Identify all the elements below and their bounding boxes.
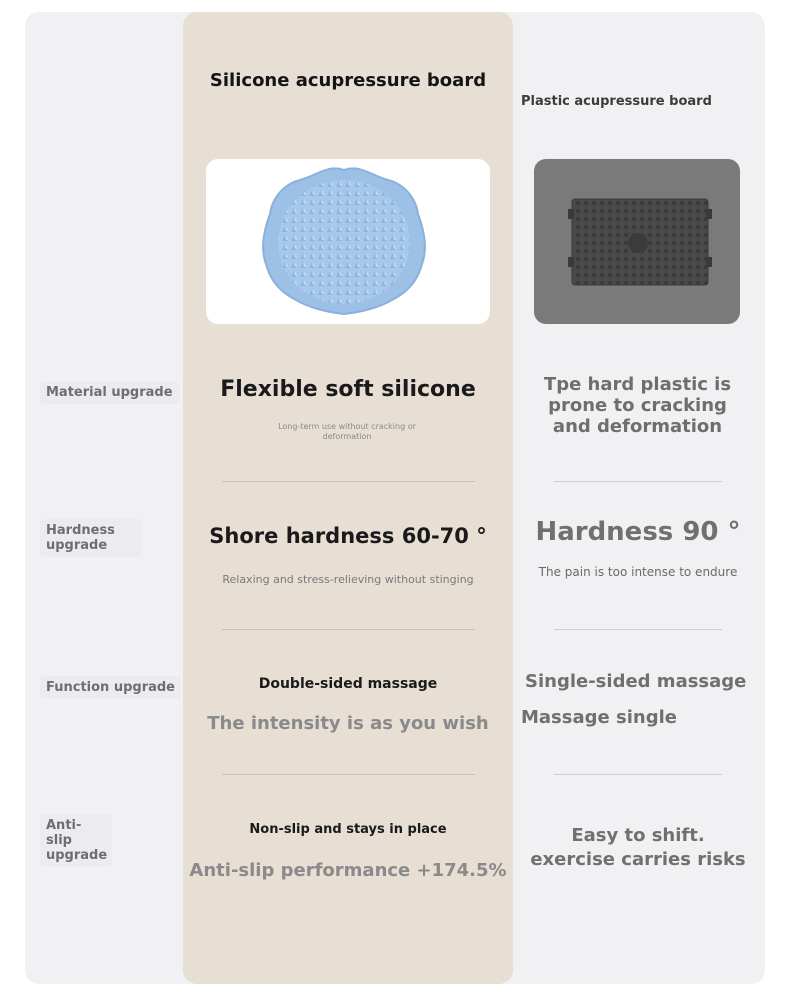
row-label-function: Function upgrade: [40, 676, 181, 699]
divider: [554, 481, 722, 482]
silicone-column: [183, 12, 513, 984]
divider: [222, 481, 475, 482]
silicone-hardness-main: Shore hardness 60-70 °: [209, 524, 487, 548]
silicone-hardness-sub: Relaxing and stress-relieving without stinging: [222, 573, 474, 586]
silicone-material-main: Flexible soft silicone: [220, 377, 476, 402]
divider: [554, 774, 722, 775]
silicone-material-sub: Long-term use without cracking or deformation: [278, 422, 416, 441]
plastic-mat-icon: [534, 159, 740, 324]
plastic-hardness-main: Hardness 90 °: [535, 517, 741, 547]
plastic-function-sub: Massage single: [521, 707, 677, 728]
plastic-mat-image: [534, 159, 740, 324]
plastic-column-title: Plastic acupressure board: [521, 94, 712, 109]
silicone-mat-image: [206, 159, 490, 324]
plastic-function-main: Single-sided massage: [525, 671, 747, 692]
silicone-antislip-sub: Anti-slip performance +174.5%: [189, 860, 507, 881]
plastic-antislip-main: Easy to shift. exercise carries risks: [530, 825, 746, 870]
plastic-hardness-sub: The pain is too intense to endure: [538, 565, 738, 579]
row-label-material: Material upgrade: [40, 381, 179, 404]
silicone-mat-icon: [206, 159, 490, 324]
silicone-column-title: Silicone acupressure board: [209, 70, 487, 91]
plastic-material-main: Tpe hard plastic is prone to cracking and deformation: [543, 374, 732, 437]
silicone-function-sub: The intensity is as you wish: [207, 713, 489, 734]
divider: [222, 629, 475, 630]
silicone-function-main: Double-sided massage: [258, 676, 438, 692]
row-label-hardness: Hardness upgrade: [40, 519, 142, 557]
silicone-antislip-main: Non-slip and stays in place: [249, 822, 447, 837]
row-label-antislip: Anti-slip upgrade: [40, 814, 112, 867]
divider: [554, 629, 722, 630]
divider: [222, 774, 475, 775]
